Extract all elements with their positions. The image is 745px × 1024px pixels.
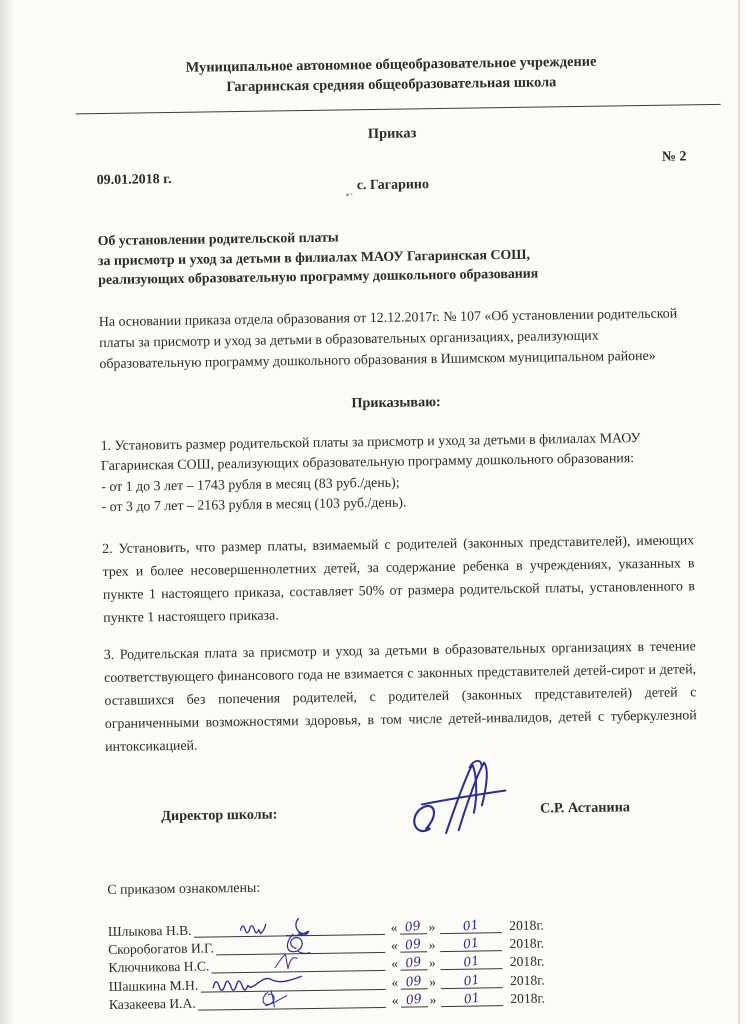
quote-close: »	[428, 918, 436, 934]
handwritten-month: 01	[462, 952, 481, 970]
handwritten-month: 01	[462, 971, 481, 989]
subject-line1: Об установлении родительской платы	[97, 230, 339, 250]
year-label: 2018г.	[509, 953, 545, 970]
year-label: 2018г.	[509, 972, 545, 988]
employee-name: Ключникова Н.С.	[108, 958, 210, 976]
director-signature-autograph	[401, 752, 520, 846]
handwritten-day: 09	[404, 990, 423, 1008]
quote-open: «	[391, 974, 399, 990]
employee-name: Шлыкова Н.В.	[107, 922, 192, 939]
quote-close: »	[429, 973, 437, 989]
tariff-line-1: - от 1 до 3 лет – 1743 рубля в месяц (83 руб./день);	[101, 475, 400, 495]
employee-name: Шашкина М.Н.	[108, 977, 199, 994]
acknowledgement-row	[109, 991, 545, 1013]
handwritten-day: 09	[404, 953, 423, 971]
acknowledgement-list	[108, 915, 701, 1013]
organization-header	[95, 51, 688, 99]
tariff-line-2: - от 3 до 7 лет – 2163 рубля в месяц (103 руб./день).	[101, 495, 407, 516]
order-meta	[96, 140, 689, 207]
quote-close: »	[429, 992, 437, 1008]
quote-open: «	[390, 919, 398, 935]
month-line	[441, 954, 503, 970]
subject-line3: реализующих образовательную программу дошкольного образования	[98, 266, 539, 289]
month-line	[441, 991, 503, 1007]
signature-block	[105, 754, 698, 859]
day-line	[400, 992, 427, 1007]
handwritten-month: 01	[463, 989, 482, 1007]
order-basis-paragraph: На основании приказа отдела образования от 12.12.2017г. № 107 «Об установлении родительской платы за присмотр и уход за детьми в образовательных организациях, реализующих образовательную программу дошкольного образования в Ишимском муниципальном районе»	[98, 306, 678, 372]
day-line	[400, 953, 427, 971]
order-item-1-text: 1. Установить размер родительской платы за присмотр и уход за детьми в филиалах МАОУ Гагаринская СОШ, реализующих образовательную программу дошкольного образования:	[100, 430, 641, 475]
handwritten-month: 01	[462, 916, 480, 934]
quote-close: »	[428, 937, 436, 953]
handwritten-day: 09	[403, 916, 422, 935]
month-line	[441, 973, 503, 989]
month-line	[440, 936, 502, 952]
order-item-1	[101, 428, 694, 519]
day-line	[399, 916, 426, 935]
employee-name: Скоробогатов И.Г.	[108, 940, 214, 957]
year-label: 2018г.	[509, 917, 544, 933]
handwritten-day: 09	[404, 935, 422, 953]
directive-heading: Приказываю:	[351, 393, 441, 411]
month-line	[440, 918, 502, 934]
handwritten-month: 01	[462, 934, 481, 952]
order-subject	[98, 224, 639, 291]
subject-line2: за присмотр и уход за детьми в филиалах МАОУ Гагаринская СОШ,	[97, 247, 531, 269]
quote-open: «	[390, 937, 398, 953]
quote-open: «	[391, 992, 399, 1008]
acknowledgement-intro: С приказом ознакомлены:	[107, 880, 261, 898]
quote-close: »	[428, 955, 436, 971]
organization-name-line1: Муниципальное автономное общеобразовательное учреждение	[185, 53, 597, 76]
year-label: 2018г.	[510, 990, 546, 1007]
document-type-title: Приказ	[367, 125, 417, 143]
director-name: С.Р. Астанина	[539, 798, 631, 817]
order-item-2: 2. Установить, что размер платы, взимаемый с родителей (законных представителей), имеющих трех и более несовершеннолетних детей, за содержание ребенка в учреждениях, указанных в пункте 1 настоящего приказа, составляет 50% от размера родительской платы, установленного в пункте 1 настоящего приказа.	[102, 532, 695, 626]
order-place: с. Гагарино	[356, 177, 430, 194]
handwritten-day: 09	[404, 972, 423, 990]
scan-right-paper-edge	[738, 0, 740, 1024]
day-line	[400, 937, 427, 952]
signature-line	[198, 994, 386, 1011]
scan-left-shadow	[0, 0, 14, 1024]
header-divider	[76, 104, 721, 115]
employee-signature-autograph	[239, 984, 311, 1015]
order-number: № 2	[661, 149, 687, 165]
order-date: 09.01.2018 г.	[96, 171, 172, 189]
order-item-3: 3. Родительская плата за присмотр и уход за детьми в образовательных организациях в течение соответствующего финансового года не взимается с законных представителей детей-сирот и детей, оставшихся без попечения родителей, с родителей (законных представителей) детей с ограниченными возможностями здоровья, в том числе детей-инвалидов, детей с туберкулезной интоксикацией.	[103, 638, 697, 755]
year-label: 2018г.	[509, 935, 545, 951]
day-line	[400, 974, 427, 989]
organization-name-line2: Гагаринская средняя общеобразовательная школа	[226, 73, 557, 95]
quote-open: «	[391, 955, 399, 972]
director-label: Директор школы:	[161, 805, 278, 824]
employee-name: Казакеева И.А.	[108, 995, 196, 1013]
